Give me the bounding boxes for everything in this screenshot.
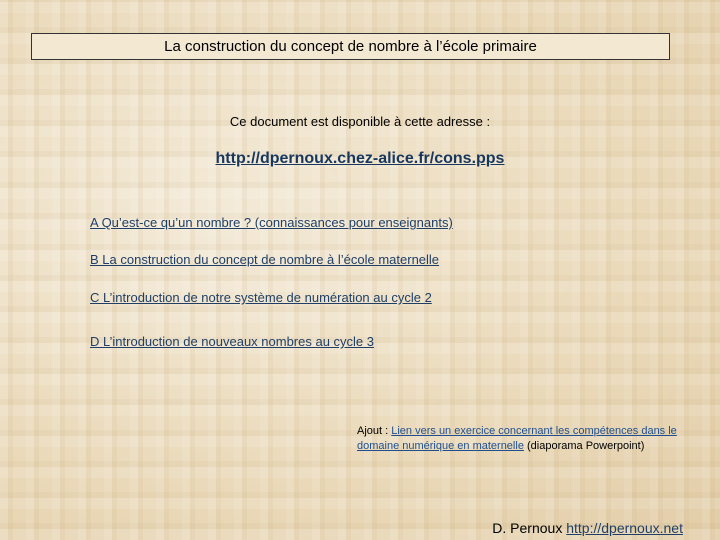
addendum-note <box>357 424 677 453</box>
toc-link-b[interactable]: B La construction du concept de nombre à l’école maternelle <box>90 252 440 267</box>
author-site-link[interactable]: http://dpernoux.net <box>566 520 683 536</box>
author-name: D. Pernoux <box>492 520 563 536</box>
toc-link-d[interactable]: D L’introduction de nouveaux nombres au cycle 3 <box>90 334 375 349</box>
addendum-link[interactable]: Lien vers un exercice concernant les compétences dans le domaine numérique en maternelle <box>357 425 677 452</box>
addendum-suffix: (diaporama Powerpoint) <box>523 439 645 452</box>
toc-link-a[interactable]: A Qu’est-ce qu’un nombre ? (connaissances pour enseignants) <box>90 215 453 230</box>
document-link[interactable]: http://dpernoux.chez-alice.fr/cons.pps <box>215 150 505 167</box>
toc-link-c[interactable]: C L’introduction de notre système de numération au cycle 2 <box>90 290 432 305</box>
footer <box>492 520 683 536</box>
title-box <box>31 33 670 60</box>
main-link-wrap <box>0 150 720 168</box>
page-title: La construction du concept de nombre à l’école primaire <box>164 38 537 55</box>
addendum-prefix: Ajout : <box>357 425 392 437</box>
availability-text: Ce document est disponible à cette adresse : <box>229 114 491 129</box>
